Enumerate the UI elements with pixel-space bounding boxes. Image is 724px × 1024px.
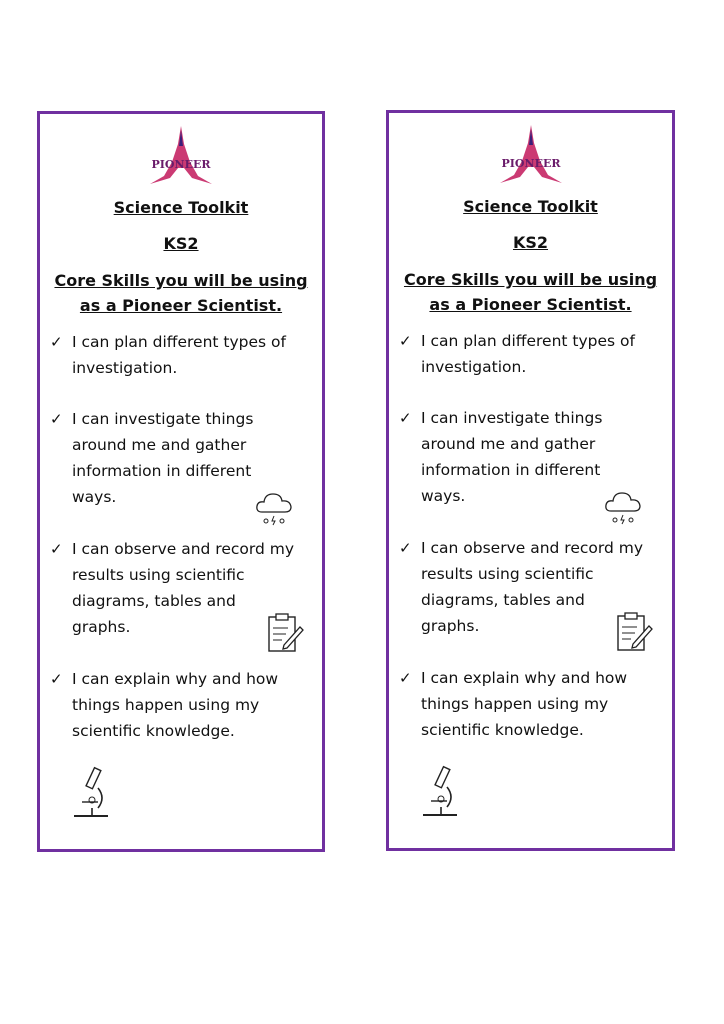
item-text-line: I can plan different types of — [72, 333, 286, 351]
item-text-line: around me and gather — [421, 435, 596, 453]
skills-heading-line: Core Skills you will be using — [403, 270, 658, 289]
item-text-line: I can observe and record my — [72, 540, 295, 558]
rain-cloud-icon — [254, 490, 294, 528]
logo-text: PIONEER — [501, 157, 560, 170]
checkmark-icon: ✓ — [50, 540, 63, 558]
item-text-line: I can plan different types of — [421, 332, 635, 350]
item-text-line: things happen using my — [72, 696, 260, 714]
checkmark-icon: ✓ — [50, 410, 63, 428]
checkmark-icon: ✓ — [50, 333, 63, 351]
item-text-line: graphs. — [72, 618, 131, 636]
skills-heading-line: as a Pioneer Scientist. — [79, 296, 283, 315]
item-text-line: information in different — [72, 462, 252, 480]
skill-item — [399, 328, 664, 380]
item-text-line: investigation. — [421, 358, 527, 376]
item-text-line: diagrams, tables and — [421, 591, 585, 609]
bookmark-card — [37, 111, 325, 852]
skills-heading — [40, 268, 322, 318]
item-text-line: diagrams, tables and — [72, 592, 236, 610]
item-text-line: I can observe and record my — [421, 539, 644, 557]
item-text-line: ways. — [72, 488, 117, 506]
item-text-line: investigation. — [72, 359, 178, 377]
skill-item — [399, 665, 664, 743]
bookmark-card — [386, 110, 675, 851]
checkmark-icon: ✓ — [399, 332, 412, 350]
item-text-line: things happen using my — [421, 695, 609, 713]
card-title: Science Toolkit — [113, 198, 249, 217]
microscope-icon — [72, 766, 112, 822]
key-stage-label: KS2 — [512, 233, 549, 252]
item-text-line: scientific knowledge. — [421, 721, 584, 739]
item-text-line: around me and gather — [72, 436, 247, 454]
checkmark-icon: ✓ — [399, 409, 412, 427]
microscope-icon — [421, 765, 461, 821]
checkmark-icon: ✓ — [50, 670, 63, 688]
rain-cloud-icon — [603, 489, 643, 527]
card-title: Science Toolkit — [463, 197, 598, 216]
item-text-line: ways. — [421, 487, 466, 505]
item-text-line: I can investigate things — [421, 409, 603, 427]
item-text-line: graphs. — [421, 617, 480, 635]
item-text-line: scientific knowledge. — [72, 722, 235, 740]
skills-heading-line: Core Skills you will be using — [54, 271, 308, 290]
pioneer-logo — [496, 123, 566, 187]
clipboard-pencil-icon — [615, 611, 655, 653]
item-text-line: information in different — [421, 461, 601, 479]
skill-item — [50, 666, 314, 744]
item-text-line: results using scientific — [72, 566, 245, 584]
pioneer-logo — [146, 124, 216, 188]
checkmark-icon: ✓ — [399, 539, 412, 557]
item-text-line: I can investigate things — [72, 410, 254, 428]
item-text-line: results using scientific — [421, 565, 594, 583]
clipboard-pencil-icon — [266, 612, 306, 654]
key-stage-label: KS2 — [163, 234, 199, 253]
skills-heading — [389, 267, 672, 317]
item-text-line: I can explain why and how — [72, 670, 279, 688]
skill-item — [50, 329, 314, 381]
logo-text: PIONEER — [151, 158, 211, 171]
checkmark-icon: ✓ — [399, 669, 412, 687]
item-text-line: I can explain why and how — [421, 669, 628, 687]
skills-heading-line: as a Pioneer Scientist. — [429, 295, 632, 314]
